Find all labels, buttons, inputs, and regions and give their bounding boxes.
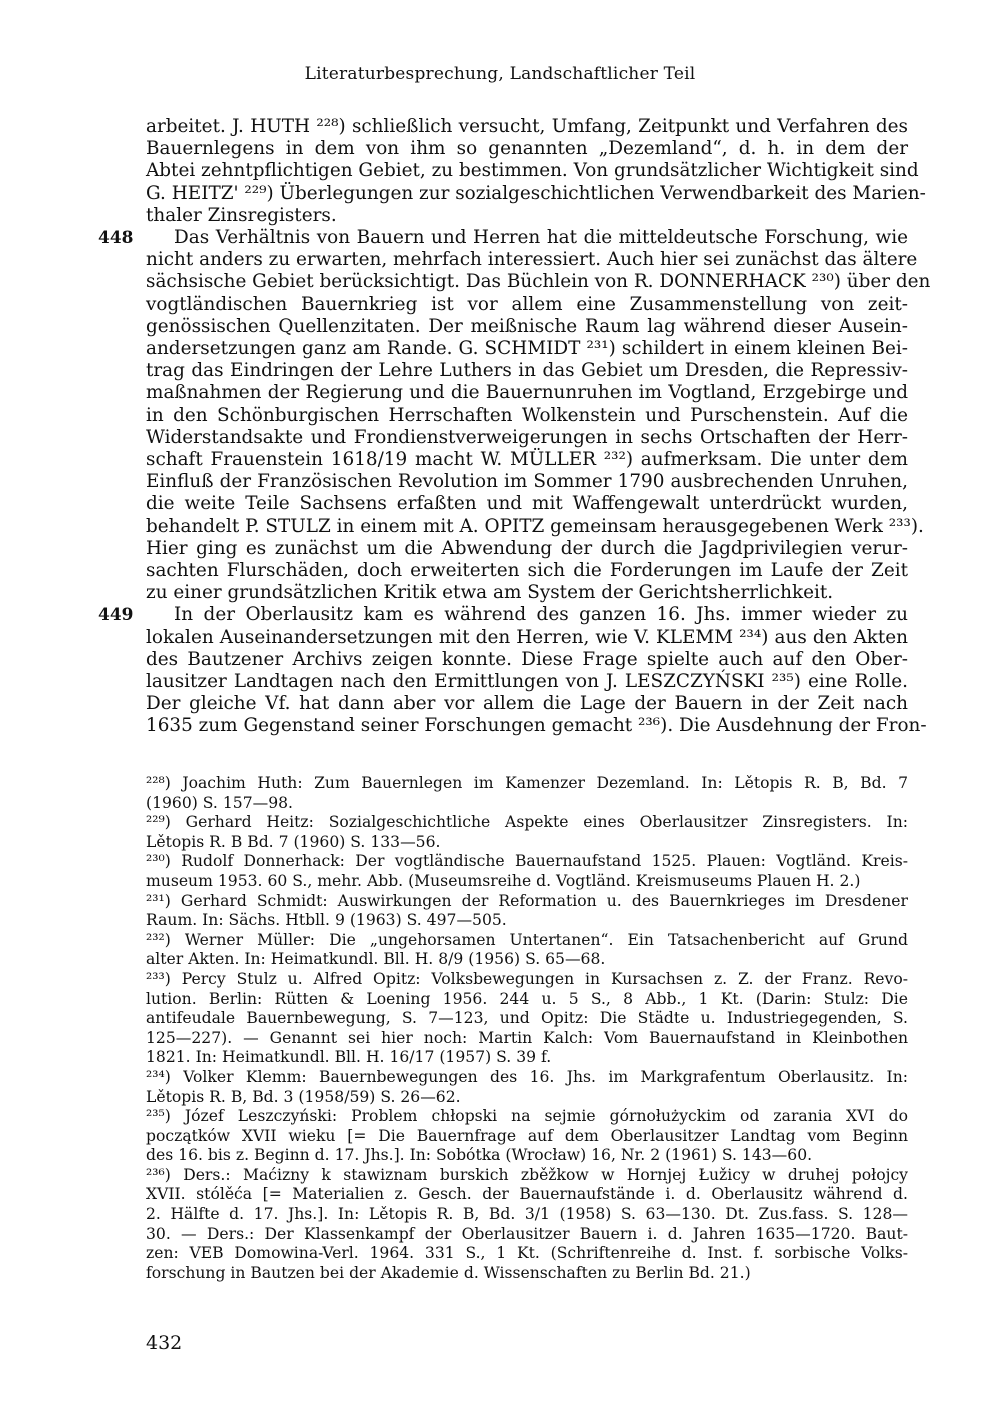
page-number: 432 <box>146 1332 183 1354</box>
text-line: nicht anders zu erwarten, mehrfach interessiert. Auch hier sei zunächst das ältere <box>146 249 918 271</box>
footnote <box>146 852 908 891</box>
text-line: schaft Frauenstein 1618/19 macht W. MÜLLER ²³²) aufmerksam. Die unter dem <box>146 449 908 471</box>
text-line: Abtei zehntpflichtigen Gebiet, zu bestimmen. Von grundsätzlicher Wichtigkeit sind <box>146 160 919 182</box>
footnote-line: 125—227). — Genannt sei hier noch: Martin Kalch: Vom Bauernaufstand in Kleinbothen <box>146 1028 908 1047</box>
footnote-line: zen: VEB Domowina-Verl. 1964. 331 S., 1 Kt. (Schriftenreihe d. Inst. f. sorbische Volks- <box>146 1244 908 1263</box>
text-line: vogtländischen Bauernkrieg ist vor allem eine Zusammenstellung von zeit- <box>146 293 908 315</box>
text-line: Bauernlegens in dem von ihm so genannten „Dezemland“, d. h. in dem der <box>146 138 908 160</box>
text-line: zu einer grundsätzlichen Kritik etwa am System der Gerichtsherrlichkeit. <box>146 582 834 604</box>
footnote-line: ²³³) Percy Stulz u. Alfred Opitz: Volksbewegungen in Kursachsen z. Z. der Franz. Revo- <box>146 969 908 988</box>
text-line: trag das Eindringen der Lehre Luthers in das Gebiet um Dresden, die Repressiv- <box>146 360 908 382</box>
paragraph <box>146 116 926 227</box>
footnote <box>146 970 908 1068</box>
footnote-line: ²³⁶) Ders.: Maćizny k stawiznam burskich zběžkow w Hornjej Łužicy w druhej połojcy <box>146 1165 908 1184</box>
marginal-number: 448 <box>98 228 134 249</box>
text-line: G. HEITZ' ²²⁹) Überlegungen zur sozialgeschichtlichen Verwendbarkeit des Marien- <box>146 182 926 204</box>
text-line: sächsische Gebiet berücksichtigt. Das Büchlein von R. DONNERHACK ²³⁰) über den <box>146 271 931 293</box>
text-line: andersetzungen ganz am Rande. G. SCHMIDT ²³¹) schildert in einem kleinen Bei- <box>146 338 908 360</box>
footnote <box>146 1166 908 1284</box>
footnote-line: ²³²) Werner Müller: Die „ungehorsamen Untertanen“. Ein Tatsachenbericht auf Grund <box>146 930 908 949</box>
marginal-number: 449 <box>98 605 134 626</box>
text-line: die weite Teile Sachsens erfaßten und mit Waffengewalt unterdrückt wurden, <box>146 493 908 515</box>
footnote <box>146 774 908 813</box>
footnote-line: Raum. In: Sächs. Htbll. 9 (1963) S. 497—505. <box>146 911 507 930</box>
footnote-line: ²²⁹) Gerhard Heitz: Sozialgeschichtliche Aspekte eines Oberlausitzer Zinsregisters. In: <box>146 813 908 832</box>
footnote-line: ²³⁵) Józef Leszczyński: Problem chłopski na sejmie górnołużyckim od zarania XVI do <box>146 1107 908 1126</box>
text-line: sachten Flurschäden, doch erweiterten sich die Forderungen im Laufe der Zeit <box>146 560 908 582</box>
text-line: In der Oberlausitz kam es während des ganzen 16. Jhs. immer wieder zu <box>174 604 908 626</box>
footnote-line: des 16. bis z. Beginn d. 17. Jhs.]. In: Sobótka (Wrocław) 16, Nr. 2 (1961) S. 143—60. <box>146 1146 813 1165</box>
footnote-line: lution. Berlin: Rütten & Loening 1956. 244 u. 5 S., 8 Abb., 1 Kt. (Darin: Stulz: Die <box>146 989 908 1008</box>
text-line: Hier ging es zunächst um die Abwendung der durch die Jagdprivilegien verur- <box>146 537 908 559</box>
text-line: Das Verhältnis von Bauern und Herren hat die mitteldeutsche Forschung, wie <box>174 227 908 249</box>
text-line: arbeitet. J. HUTH ²²⁸) schließlich versucht, Umfang, Zeitpunkt und Verfahren des <box>146 116 908 137</box>
text-line: thaler Zinsregisters. <box>146 204 337 226</box>
footnote-line: (1960) S. 157—98. <box>146 793 294 812</box>
footnote-line: forschung in Bautzen bei der Akademie d. Wissenschaften zu Berlin Bd. 21.) <box>146 1263 751 1282</box>
paragraph <box>98 227 931 604</box>
text-line: 1635 zum Gegenstand seiner Forschungen gemacht ²³⁶). Die Ausdehnung der Fron- <box>146 715 927 737</box>
text-line: behandelt P. STULZ in einem mit A. OPITZ gemeinsam herausgegebenen Werk ²³³). <box>146 515 924 537</box>
footnote-line: Lětopis R. B, Bd. 3 (1958/59) S. 26—62. <box>146 1087 461 1106</box>
footnote <box>146 892 908 931</box>
footnote-line: museum 1953. 60 S., mehr. Abb. (Museumsreihe d. Vogtländ. Kreismuseums Plauen H. 2.) <box>146 871 861 890</box>
footnote-line: ²²⁸) Joachim Huth: Zum Bauernlegen im Kamenzer Dezemland. In: Lětopis R. B, Bd. 7 <box>146 774 908 792</box>
text-line: des Bautzener Archivs zeigen konnte. Diese Frage spielte auch auf den Ober- <box>146 648 908 670</box>
footnote <box>146 1068 908 1107</box>
footnote-line: XVII. stólěća [= Materialien z. Gesch. der Bauernaufstände i. d. Oberlausitz während d. <box>146 1185 908 1204</box>
footnote-line: ²³⁴) Volker Klemm: Bauernbewegungen des 16. Jhs. im Markgrafentum Oberlausitz. In: <box>146 1067 908 1086</box>
running-head: Literaturbesprechung, Landschaftlicher Teil <box>304 64 696 84</box>
footnote <box>146 813 908 852</box>
footnote-line: antifeudale Bauernbewegung, S. 7—123, und Opitz: Die Städte u. Industriegegenden, S. <box>146 1009 908 1028</box>
text-line: lokalen Auseinandersetzungen mit den Herren, wie V. KLEMM ²³⁴) aus den Akten <box>146 626 908 648</box>
text-line: in den Schönburgischen Herrschaften Wolkenstein und Purschenstein. Auf die <box>146 404 908 426</box>
footnote-line: 2. Hälfte d. 17. Jhs.]. In: Lětopis R. B, Bd. 3/1 (1958) S. 63—130. Dt. Zus.fass. S. 128— <box>146 1205 908 1224</box>
footnote-line: Lětopis R. B Bd. 7 (1960) S. 133—56. <box>146 832 441 851</box>
footnote-line: początków XVII wieku [= Die Bauernfrage auf dem Oberlausitzer Landtag vom Beginn <box>146 1126 908 1145</box>
footnote-line: 30. — Ders.: Der Klassenkampf der Oberlausitzer Bauern i. d. Jahren 1635—1720. Baut- <box>146 1224 908 1243</box>
footnote-line: 1821. In: Heimatkundl. Bll. H. 16/17 (1957) S. 39 f. <box>146 1048 552 1067</box>
footnote-line: ²³⁰) Rudolf Donnerhack: Der vogtländische Bauernaufstand 1525. Plauen: Vogtländ. Kreis- <box>146 852 908 871</box>
footnote <box>146 931 908 970</box>
main-text <box>98 116 931 738</box>
text-line: Der gleiche Vf. hat dann aber vor allem die Lage der Bauern in der Zeit nach <box>146 693 908 715</box>
footnote-line: alter Akten. In: Heimatkundl. Bll. H. 8/9 (1956) S. 65—68. <box>146 950 606 969</box>
footnote-line: ²³¹) Gerhard Schmidt: Auswirkungen der Reformation u. des Bauernkrieges im Dresdener <box>146 891 908 910</box>
text-line: Widerstandsakte und Frondienstverweigerungen in sechs Ortschaften der Herr- <box>146 426 908 448</box>
paragraph <box>98 604 927 737</box>
text-line: lausitzer Landtagen nach den Ermittlungen von J. LESZCZYŃSKI ²³⁵) eine Rolle. <box>146 671 908 693</box>
text-line: Einfluß der Französischen Revolution im Sommer 1790 ausbrechenden Unruhen, <box>146 471 908 493</box>
footnote <box>146 1107 908 1166</box>
text-line: maßnahmen der Regierung und die Bauernunruhen im Vogtland, Erzgebirge und <box>146 382 908 404</box>
text-line: genössischen Quellenzitaten. Der meißnische Raum lag während dieser Ausein- <box>146 315 908 337</box>
footnotes <box>146 774 908 1283</box>
